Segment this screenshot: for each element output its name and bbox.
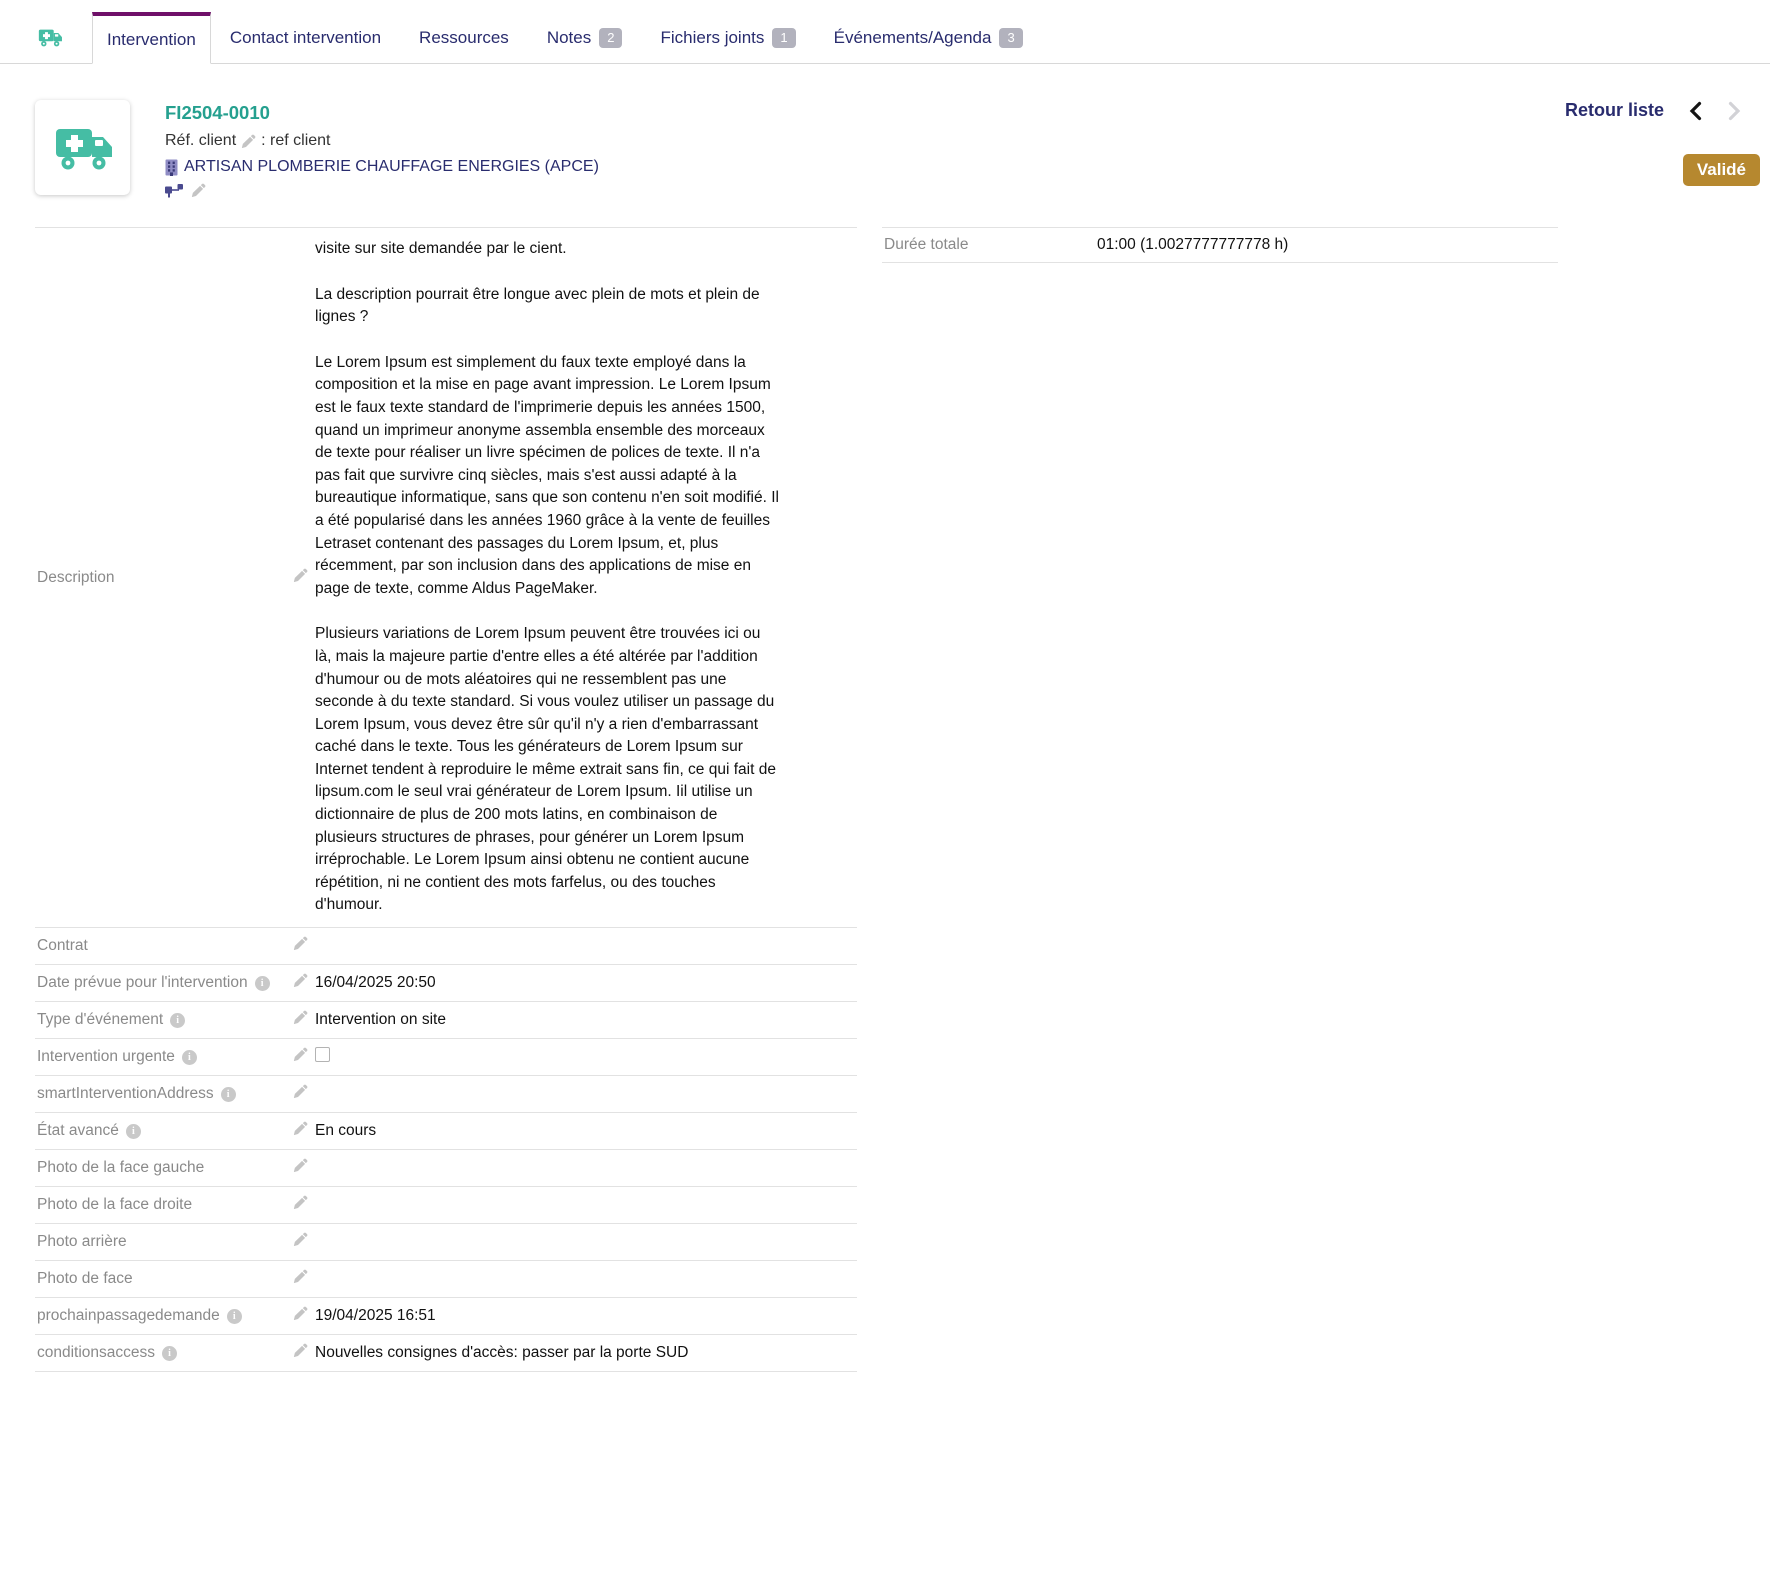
tab-label: Événements/Agenda bbox=[833, 27, 992, 47]
urgent-checkbox[interactable] bbox=[315, 1047, 330, 1062]
tab-label: Intervention bbox=[107, 29, 196, 49]
field-label: Intervention urgente bbox=[37, 1048, 175, 1066]
tab-fichiers-joints[interactable] bbox=[641, 12, 814, 63]
field-label: Photo de face bbox=[37, 1270, 133, 1288]
info-icon: i bbox=[221, 1087, 236, 1102]
description-value: visite sur site demandée par le cient. La description pourrait être longue avec plein de mots et plein de lignes ? Le Lorem Ipsum est simplement du faux texte employé dans la composition et la mise en page avant impression. Le Lorem Ipsum est le faux texte standard de l'imprimerie depuis les années 1500, quand un imprimeur anonyme assembla ensemble des morceaux de texte pour réaliser un livre spécimen de polices de texte. Il n'a pas fait que survivre cinq siècles, mais s'est aussi adapté à la bureautique informatique, sans que son contenu n'en soit modifié. Il a été popularisé dans les années 1960 grâce à la vente de feuilles Letraset contenant des passages du Lorem Ipsum, et, plus récemment, par son inclusion dans des applications de mise en page de texte, comme Aldus PageMaker. Plusieurs variations de Lorem Ipsum peuvent être trouvées ici ou là, mais la majeure partie d'entre elles a été altérée par l'addition d'humour ou de mots aléatoires qui ne ressemblent pas une seconde à du texte standard. Si vous voulez utiliser un passage du Lorem Ipsum, vous devez être sûr qu'il n'y a rien d'embarrassant caché dans le texte. Tous les générateurs de Lorem Ipsum sur Internet tendent à reproduire le même extrait sans fin, ce qui fait de lipsum.com le seul vrai générateur de Lorem Ipsum. Iil utilise un dictionnaire de plus de 200 mots latins, en combinaison de plusieurs structures de phrases, pour générer un Lorem Ipsum irréprochable. Le Lorem Ipsum ainsi obtenu ne contient aucune répétition, ni ne contient des mots farfelus, ou des touches d'humour. bbox=[315, 240, 779, 914]
table-row-conditions-access bbox=[35, 1335, 857, 1372]
field-label: Date prévue pour l'intervention bbox=[37, 974, 248, 992]
edit-description-icon[interactable] bbox=[293, 568, 308, 583]
edit-photo-de-face-icon[interactable] bbox=[293, 1269, 308, 1284]
edit-etat-avance-icon[interactable] bbox=[293, 1121, 308, 1136]
field-label: État avancé bbox=[37, 1122, 119, 1140]
edit-conditions-access-icon[interactable] bbox=[293, 1343, 308, 1358]
table-row-date-prevue bbox=[35, 965, 857, 1002]
field-label: Contrat bbox=[37, 937, 88, 955]
ambulance-truck-icon bbox=[54, 125, 112, 171]
tab-contact-intervention[interactable] bbox=[211, 12, 400, 63]
edit-type-evenement-icon[interactable] bbox=[293, 1010, 308, 1025]
tab-bar bbox=[0, 12, 1770, 64]
summary-table bbox=[882, 227, 1558, 263]
duration-label: Durée totale bbox=[884, 236, 969, 253]
table-row-description bbox=[35, 228, 857, 928]
info-icon: i bbox=[162, 1346, 177, 1361]
back-to-list-link[interactable]: Retour liste bbox=[1564, 100, 1664, 120]
intervention-truck-icon[interactable] bbox=[38, 12, 62, 63]
field-label: Type d'événement bbox=[37, 1011, 164, 1029]
table-row-photo-arriere bbox=[35, 1224, 857, 1261]
intervention-ref: FI2504-0010 bbox=[165, 102, 270, 123]
table-row-prochain-passage bbox=[35, 1298, 857, 1335]
description-label: Description bbox=[37, 568, 115, 586]
tab-label: Fichiers joints bbox=[660, 27, 765, 47]
notes-count-badge: 2 bbox=[599, 28, 622, 48]
info-icon: i bbox=[170, 1013, 185, 1028]
info-icon: i bbox=[182, 1050, 197, 1065]
edit-prochain-passage-icon[interactable] bbox=[293, 1306, 308, 1321]
events-count-badge: 3 bbox=[999, 28, 1022, 48]
building-icon bbox=[165, 159, 178, 176]
edit-intervention-urgente-icon[interactable] bbox=[293, 1047, 308, 1062]
next-record-icon[interactable] bbox=[1727, 101, 1742, 121]
files-count-badge: 1 bbox=[772, 28, 795, 48]
edit-contrat-icon[interactable] bbox=[293, 936, 308, 951]
duration-value: 01:00 (1.0027777777778 h) bbox=[1097, 236, 1289, 253]
info-icon: i bbox=[255, 976, 270, 991]
field-value: 16/04/2025 20:50 bbox=[315, 974, 436, 992]
field-label: Photo arrière bbox=[37, 1233, 127, 1251]
tab-label: Contact intervention bbox=[229, 27, 382, 47]
tab-evenements-agenda[interactable] bbox=[815, 12, 1042, 63]
field-label: conditionsaccess bbox=[37, 1344, 156, 1362]
edit-smart-address-icon[interactable] bbox=[293, 1084, 308, 1099]
project-sitemap-icon bbox=[165, 183, 184, 198]
edit-date-prevue-icon[interactable] bbox=[293, 973, 308, 988]
field-label: smartInterventionAddress bbox=[37, 1085, 214, 1103]
tab-intervention[interactable] bbox=[92, 12, 211, 64]
field-label: Photo de la face droite bbox=[37, 1196, 193, 1214]
field-value: Intervention on site bbox=[315, 1011, 446, 1029]
company-link[interactable] bbox=[165, 158, 1770, 176]
intervention-header bbox=[0, 64, 1770, 227]
field-value: En cours bbox=[315, 1122, 377, 1140]
table-row-photo-face-droite bbox=[35, 1187, 857, 1224]
table-row-contrat bbox=[35, 928, 857, 965]
tab-label: Ressources bbox=[419, 27, 509, 47]
edit-project-icon[interactable] bbox=[191, 183, 206, 198]
info-icon: i bbox=[227, 1309, 242, 1324]
table-row-intervention-urgente bbox=[35, 1039, 857, 1076]
table-row-duree-totale bbox=[882, 228, 1558, 263]
edit-photo-arriere-icon[interactable] bbox=[293, 1232, 308, 1247]
ref-client-label: Réf. client bbox=[165, 132, 237, 149]
tab-ressources[interactable] bbox=[400, 12, 528, 63]
company-name: ARTISAN PLOMBERIE CHAUFFAGE ENERGIES (APCE) bbox=[184, 158, 599, 175]
intervention-logo-card bbox=[35, 100, 130, 195]
edit-ref-client-icon[interactable] bbox=[241, 134, 256, 149]
field-label: prochainpassagedemande bbox=[37, 1307, 220, 1325]
table-row-smart-intervention-address bbox=[35, 1076, 857, 1113]
status-badge: Validé bbox=[1683, 154, 1760, 186]
table-row-type-evenement bbox=[35, 1002, 857, 1039]
table-row-etat-avance bbox=[35, 1113, 857, 1150]
previous-record-icon[interactable] bbox=[1688, 101, 1703, 121]
ref-client-value: : ref client bbox=[261, 132, 331, 149]
field-value: Nouvelles consignes d'accès: passer par la porte SUD bbox=[315, 1344, 689, 1362]
table-row-photo-de-face bbox=[35, 1261, 857, 1298]
intervention-fields-table bbox=[35, 227, 857, 1372]
field-label: Photo de la face gauche bbox=[37, 1159, 205, 1177]
tab-label: Notes bbox=[546, 27, 592, 47]
edit-photo-face-droite-icon[interactable] bbox=[293, 1195, 308, 1210]
table-row-photo-face-gauche bbox=[35, 1150, 857, 1187]
tab-notes[interactable] bbox=[528, 12, 642, 63]
field-value: 19/04/2025 16:51 bbox=[315, 1307, 436, 1325]
info-icon: i bbox=[126, 1124, 141, 1139]
edit-photo-face-gauche-icon[interactable] bbox=[293, 1158, 308, 1173]
